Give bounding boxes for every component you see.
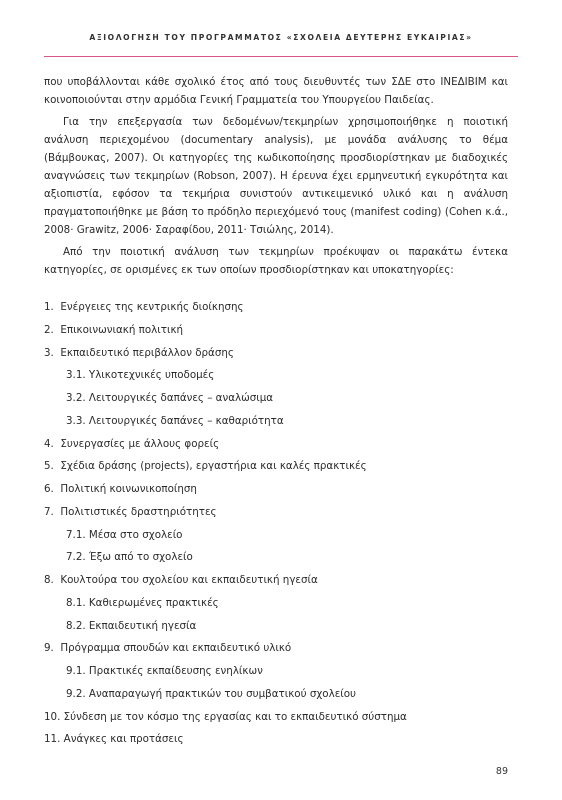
list-item: 2. Επικοινωνιακή πολιτική — [44, 323, 184, 336]
paragraph: Για την επεξεργασία των δεδομένων/τεκμηρίων χρησιμοποιήθηκε η ποιοτική ανάλυση περιεχομένου (documentary analysis), με μονάδα ανάλυσης το θέμα (Βάμβουκας, 2007). Οι κατηγορίες της κωδικοποίησης προσδιορίστηκαν με διαδοχικές αναγνώσεις των τεκμηρίων (Robson, 2007). Η έρευνα έχει ερμηνευτική εγκυρότητα και αξιοπιστία, εφόσον τα τεκμήρια συνιστούν αντικειμενικό υλικό και η ανάλυση πραγματοποιήθηκε με βάση το πρόδηλο περιεχόμενό τους (manifest coding) (Cohen κ.ά., 2008· Grawitz, 2006· Σαραφίδου, 2011· Τσιώλης, 2014). — [44, 116, 508, 236]
paragraph: Από την ποιοτική ανάλυση των τεκμηρίων προέκυψαν οι παρακάτω έντεκα κατηγορίες, σε ορισμένες εκ των οποίων προσδιορίστηκαν και υποκατηγορίες: — [44, 246, 508, 276]
list-item: 9. Πρόγραμμα σπουδών και εκπαιδευτικό υλικό — [44, 642, 292, 655]
list-subitem: 7.1. Μέσα στο σχολείο — [66, 528, 183, 541]
list-subitem: 8.1. Καθιερωμένες πρακτικές — [66, 596, 219, 609]
list-item: 6. Πολιτική κοινωνικοποίηση — [44, 483, 197, 495]
list-item: 8. Κουλτούρα του σχολείου και εκπαιδευτική ηγεσία — [44, 574, 318, 586]
paragraph: που υποβάλλονται κάθε σχολικό έτος από τους διευθυντές των ΣΔΕ στο ΙΝΕΔΙΒΙΜ και κοινοποιούνται στην αρμόδια Γενική Γραμματεία του Υπουργείου Παιδείας. — [44, 76, 508, 106]
list-item: 10. Σύνδεση με τον κόσμο της εργασίας και το εκπαιδευτικό σύστημα — [44, 710, 407, 723]
list-subitem: 3.2. Λειτουργικές δαπάνες – αναλώσιμα — [66, 392, 274, 404]
list-subitem: 7.2. Έξω από το σχολείο — [66, 551, 193, 564]
list-item: 3. Εκπαιδευτικό περιβάλλον δράσης — [44, 346, 234, 359]
list-subitem: 8.2. Εκπαιδευτική ηγεσία — [66, 619, 197, 632]
list-item: 11. Ανάγκες και προτάσεις — [44, 733, 184, 746]
list-subitem: 9.1. Πρακτικές εκπαίδευσης ενηλίκων — [66, 665, 263, 677]
list-subitem: 3.1. Υλικοτεχνικές υποδομές — [66, 369, 215, 382]
list-subitem: 3.3. Λειτουργικές δαπάνες – καθαριότητα — [66, 414, 284, 427]
list-item: 7. Πολιτιστικές δραστηριότητες — [44, 505, 217, 518]
header-divider — [44, 56, 518, 57]
running-header: ΑΞΙΟΛΟΓΗΣΗ ΤΟΥ ΠΡΟΓΡΑΜΜΑΤΟΣ «ΣΧΟΛΕΙΑ ΔΕΥΤΕΡΗΣ ΕΥΚΑΙΡΙΑΣ» — [89, 33, 473, 42]
page-number: 89 — [495, 766, 508, 777]
body-text — [44, 73, 508, 283]
list-item: 4. Συνεργασίες με άλλους φορείς — [44, 437, 220, 450]
list-item: 5. Σχέδια δράσης (projects), εργαστήρια και καλές πρακτικές — [44, 460, 367, 473]
list-subitem: 9.2. Αναπαραγωγή πρακτικών του συμβατικού σχολείου — [66, 687, 356, 700]
list-item: 1. Ενέργειες της κεντρικής διοίκησης — [44, 301, 244, 313]
category-list — [44, 296, 514, 751]
